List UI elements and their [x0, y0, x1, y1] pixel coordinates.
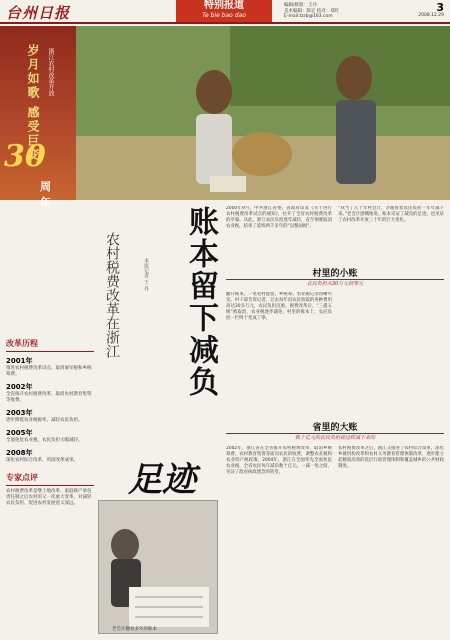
- meta-editor: 编辑/排版：王丹: [284, 3, 318, 8]
- expert-comment-text: 农村税费改革是继土地改革、家庭联产承包责任制之后农村的又一次重大变革，对减轻农民负担、促进农村发展意义深远。: [6, 489, 92, 506]
- ledger-photo-caption: 老会计翻看多年的账本: [112, 627, 157, 632]
- section-title: 特别报道: [204, 0, 244, 11]
- article-byline: 本报记者 王 丹: [143, 258, 149, 292]
- timeline-item: [6, 408, 94, 424]
- timeline-year: 2005年: [6, 429, 33, 437]
- article-headline-tail: 足迹: [128, 460, 196, 500]
- article-intro: 2000年9月，中共浙江省委、省政府印发《关于进行农村税费改革试点的通知》，拉开了全省农村税费改革的序幕。从此，浙江农民负担逐年减轻，直至彻底取消农业税，结束了延续两千多年的“皇粮国税”。: [226, 206, 332, 229]
- masthead: [0, 0, 450, 24]
- timeline-text: 全省推开农村税费改革，取消农村教育集资等收费。: [6, 392, 92, 403]
- newspaper-logo: 台州日报: [6, 4, 71, 22]
- section-subtitle: Te bie bao dao: [202, 12, 246, 19]
- edition-meta: [284, 3, 339, 20]
- section-1-title: 村里的小账: [226, 266, 444, 280]
- timeline-text: 深化农村综合改革，巩固改革成果。: [6, 458, 78, 463]
- timeline-item: [6, 382, 94, 404]
- timeline-text: 推进农村税费改革试点，取消屠宰税和乡统筹费。: [6, 366, 92, 377]
- timeline-item: [6, 448, 94, 464]
- timeline-text: 全面免征农业税，农民负担大幅减轻。: [6, 438, 83, 443]
- anniversary-subtitle: 浙江农村改革开放: [47, 48, 54, 96]
- timeline-year: 2003年: [6, 409, 33, 417]
- timeline-title: 改革历程: [6, 338, 94, 352]
- section-1-subtitle: 农民负担从30万元到零元: [306, 281, 364, 287]
- page-info: [392, 2, 444, 18]
- article-subhead: 农村税费改革在浙江: [104, 232, 120, 358]
- timeline-sidebar: [6, 338, 94, 507]
- section-1-body: 翻开账本，一笔笔村提留、乡统筹、农业税记录清晰可见。村干部告诉记者，过去每年向农民收取的各种费用高达30多万元，农民负担沉重。税费改革后，“三提五统”被取消，农业税逐步减免，村里的账本上，农民负担一栏终于变成了零。: [226, 292, 332, 321]
- timeline-item: [6, 428, 94, 444]
- issue-date: 2008.12.29: [418, 13, 444, 18]
- section-2-body-2: 农村税费改革之后，浙江又推进了农村综合改革，深化乡镇机构改革和农村义务教育管理体制改革，逐步建立起精简高效的基层行政管理体制和覆盖城乡的公共财政制度。: [338, 446, 444, 469]
- timeline-item: [6, 356, 94, 378]
- expert-comment-title: 专家点评: [6, 472, 94, 486]
- timeline-text: 逐步降低农业税税率，减轻农民负担。: [6, 418, 83, 423]
- anniversary-slogan: 岁月如歌 感受巨变: [26, 44, 40, 163]
- section-2-subtitle: 数十亿元的农民负担就这样减下来的: [294, 435, 375, 441]
- timeline-year: 2002年: [6, 383, 33, 391]
- section-banner: [176, 0, 272, 22]
- section-2-title: 省里的大账: [226, 420, 444, 434]
- ledger-photo-illustration: [99, 501, 217, 633]
- timeline-year: 2001年: [6, 357, 33, 365]
- page-number: 3: [436, 1, 444, 14]
- section-1-body-2: “我当了几十年村会计，亲眼看着农民负担一年年减下来。”老会计感慨地说。账本见证了减负的足迹，也见证了农村改革开放三十年的巨大变化。: [338, 206, 444, 223]
- ledger-photo: [98, 500, 218, 634]
- anniversary-number: 30: [4, 139, 46, 174]
- anniversary-word: 周年: [40, 180, 51, 209]
- article-headline: 账本留下减负: [183, 206, 218, 398]
- anniversary-badge: [4, 139, 51, 209]
- section-2-body: 2002年，浙江省在全省推开农村税费改革，取消乡统筹费、农村教育集资等面向农民的收费，调整农业税和农业特产税政策。2004年，浙江在全国率先全面免征农业税，全省农民每年减负数十亿元。一减一免之间，见证了政府执政理念的转变。: [226, 446, 332, 475]
- meta-email: E-mail:tzrb@163.com: [284, 14, 333, 19]
- timeline-year: 2008年: [6, 449, 33, 457]
- meta-design: 美术编辑：陈宏 校对：郑红: [284, 8, 340, 14]
